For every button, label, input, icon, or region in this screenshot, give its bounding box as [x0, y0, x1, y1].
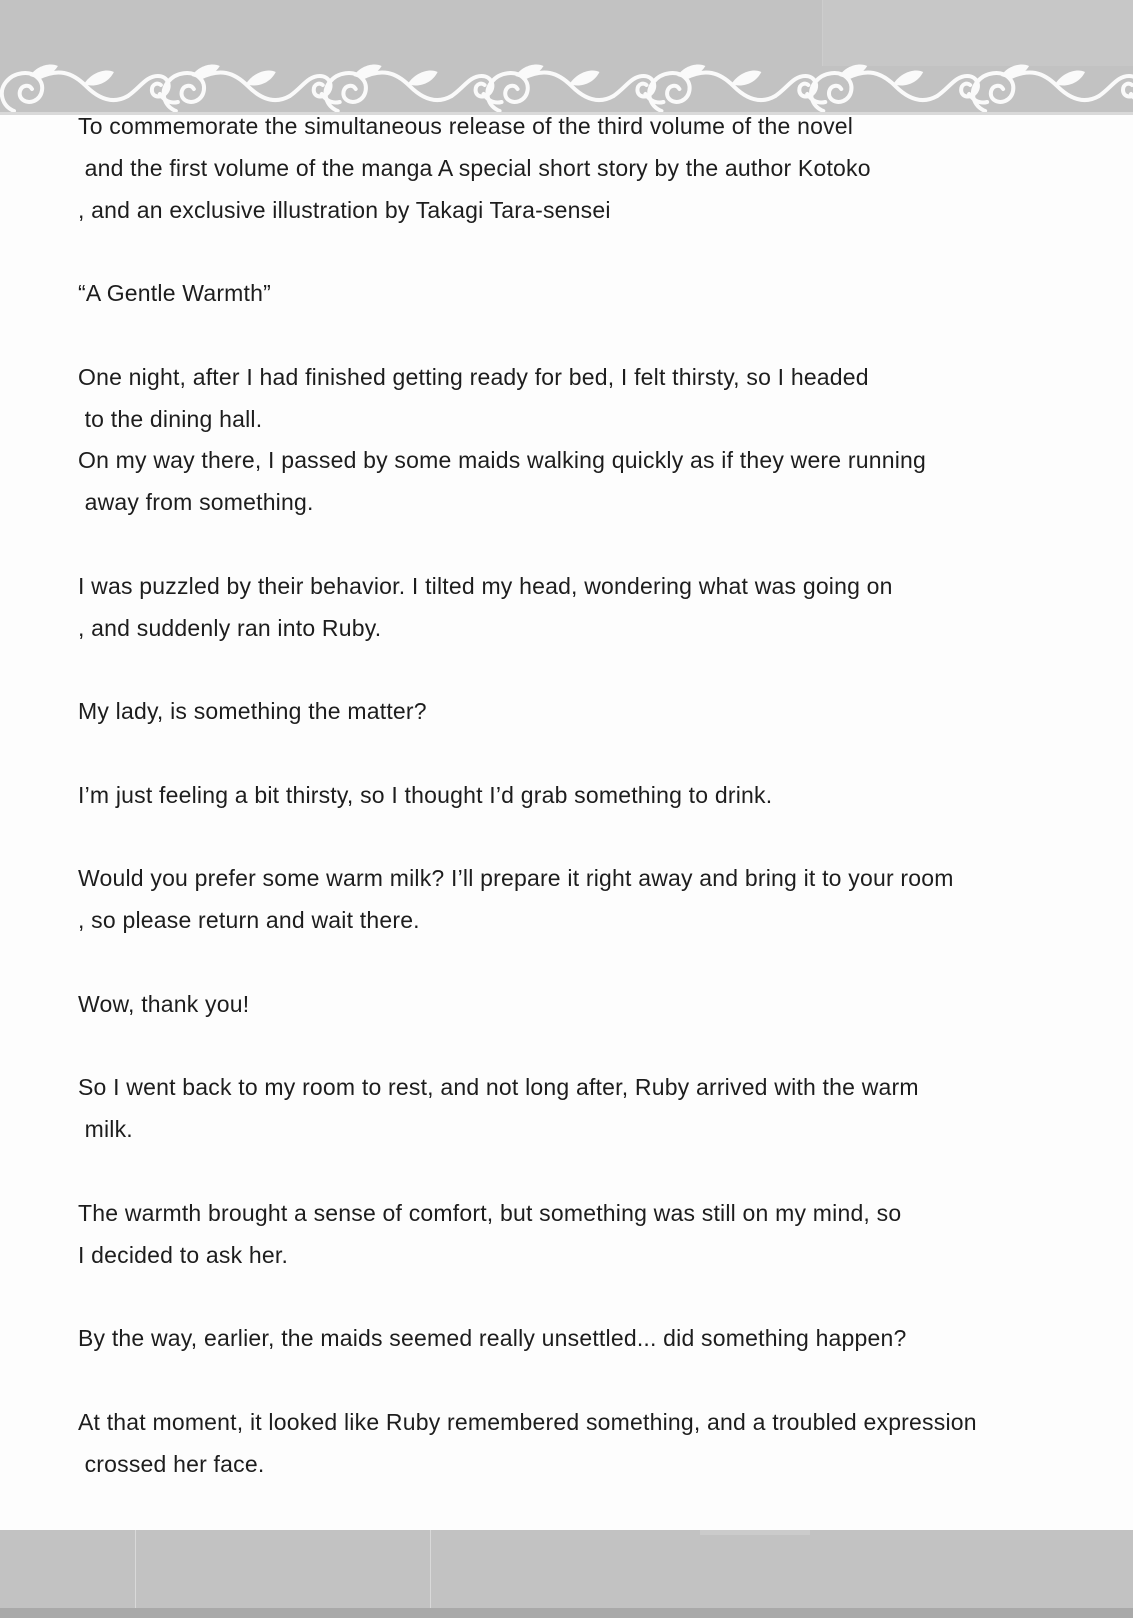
story-line-8: On my way there, I passed by some maids walking quickly as if they were running	[78, 447, 926, 474]
story-line-25	[78, 1151, 1133, 1193]
story-line-28	[78, 1276, 1133, 1318]
story-line-3	[78, 231, 1133, 273]
story-line-1: and the first volume of the manga A special short story by the author Kotoko	[78, 154, 871, 181]
top-band-light-block	[822, 0, 1133, 66]
story-line-7: to the dining hall.	[78, 405, 263, 432]
story-line-20	[78, 942, 1133, 984]
story-line-30	[78, 1360, 1133, 1402]
story-line-26: The warmth brought a sense of comfort, but something was still on my mind, so	[78, 1199, 902, 1226]
story-line-22	[78, 1026, 1133, 1068]
story-line-12: , and suddenly ran into Ruby.	[78, 614, 382, 641]
story-line-9: away from something.	[78, 489, 314, 516]
top-border-band	[0, 0, 1133, 115]
story-line-11: I was puzzled by their behavior. I tilted my head, wondering what was going on	[78, 572, 893, 599]
story-line-31: At that moment, it looked like Ruby remembered something, and a troubled expression	[78, 1408, 977, 1435]
story-line-19: , so please return and wait there.	[78, 907, 420, 934]
story-line-16: I’m just feeling a bit thirsty, so I thought I’d grab something to drink.	[78, 781, 773, 808]
story-line-5	[78, 315, 1133, 357]
story-line-4: “A Gentle Warmth”	[78, 280, 271, 307]
story-line-24: milk.	[78, 1116, 133, 1143]
story-text	[0, 106, 1133, 1485]
bottom-band-seam	[135, 1530, 136, 1608]
story-line-15	[78, 733, 1133, 775]
story-line-27: I decided to ask her.	[78, 1241, 289, 1268]
bottom-border-band	[0, 1530, 1133, 1618]
story-line-23: So I went back to my room to rest, and not long after, Ruby arrived with the warm	[78, 1074, 919, 1101]
story-line-13	[78, 649, 1133, 691]
story-line-18: Would you prefer some warm milk? I’ll prepare it right away and bring it to your room	[78, 865, 954, 892]
bottom-band-seam	[430, 1530, 431, 1608]
story-line-2: , and an exclusive illustration by Takagi Tara-sensei	[78, 196, 611, 223]
story-line-21: Wow, thank you!	[78, 990, 250, 1017]
story-line-14: My lady, is something the matter?	[78, 698, 427, 725]
story-line-32: crossed her face.	[78, 1450, 265, 1477]
story-line-17	[78, 817, 1133, 859]
bottom-dark-strip	[0, 1608, 1133, 1618]
story-line-0: To commemorate the simultaneous release of the third volume of the novel	[78, 113, 854, 139]
story-line-10	[78, 524, 1133, 566]
bottom-band-notch	[700, 1530, 810, 1535]
story-line-6: One night, after I had finished getting ready for bed, I felt thirsty, so I headed	[78, 363, 869, 390]
story-line-29: By the way, earlier, the maids seemed really unsettled... did something happen?	[78, 1325, 907, 1352]
